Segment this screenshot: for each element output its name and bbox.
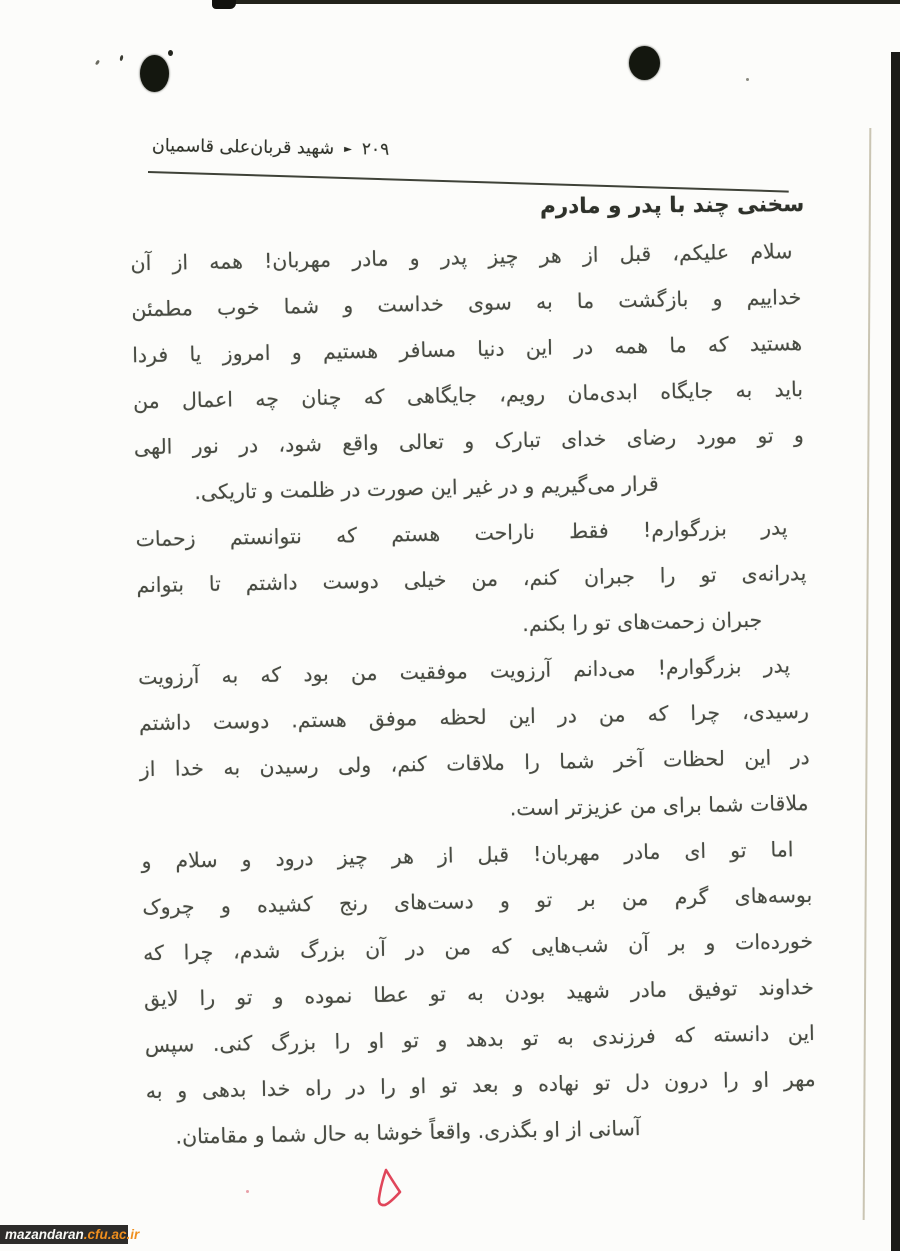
text-line: آسانی از او بگذری. واقعاً خوشا به حال شما و مقامتان. (175, 1116, 641, 1149)
page-crease-line (863, 128, 872, 1220)
scan-edge-right (891, 52, 900, 1251)
text-line: خداییم و بازگشت ما به سوی خداست و شما خوب مطمئن (131, 284, 802, 322)
red-pen-mark (372, 1166, 408, 1214)
text-line: پدرانه‌ی تو را جبران کنم، من خیلی دوست داشتم تا بتوانم (136, 560, 807, 598)
scan-edge-top-blob (212, 0, 236, 9)
ink-speck (246, 1190, 249, 1193)
text-line: اما تو ای مادر مهربان! قبل از هر چیز درود و سلام و (141, 837, 794, 874)
text-line: مهر او را درون دل تو نهاده و بعد تو او را در راه خدا بدهی و به (145, 1066, 816, 1104)
ink-speck (119, 55, 123, 62)
ink-speck (746, 78, 749, 81)
text-line: و تو مورد رضای خدای تبارک و تعالی واقع شود، در نور الهی (133, 422, 805, 460)
text-line: پدر بزرگوارم! فقط ناراحت هستم که نتوانستم زحمات (135, 515, 788, 552)
ink-speck (168, 50, 173, 56)
watermark (0, 1225, 140, 1244)
hole-punch-right (629, 46, 660, 80)
section-title: سخنی چند با پدر و مادرم (539, 192, 805, 220)
text-line: این دانسته که فرزندی به تو بدهد و تو او را بزرگ کنی. سپس (144, 1020, 815, 1058)
text-line: سلام علیکم، قبل از هر چیز پدر و مادر مهربان! همه از آن (130, 239, 793, 276)
text-line: ملاقات شما برای من عزیزتر است. (509, 790, 809, 821)
text-line: بوسه‌های گرم من بر تو و دست‌های رنج کشیده و چروک (142, 882, 813, 920)
watermark-domain: .cfu.ac.ir (83, 1227, 140, 1242)
hole-punch-left (140, 55, 169, 92)
page-number: ۲۰۹ (361, 139, 390, 160)
running-header (152, 136, 390, 160)
watermark-site: mazandaran (5, 1227, 84, 1242)
letter-body (130, 228, 817, 1160)
text-line: خورده‌ات و بر آن شب‌هایی که من در آن بزرگ شدم، چرا که (142, 928, 814, 966)
ink-speck (95, 60, 100, 66)
text-line: خداوند توفیق مادر شهید بودن به تو عطا نموده و تو را لایق (143, 974, 815, 1012)
header-rule (148, 171, 789, 193)
text-line: هستید که ما همه در این دنیا مسافر هستیم و امروز یا فردا (131, 330, 803, 368)
text-line: در این لحظات آخر شما را ملاقات کنم، ولی رسیدن به خدا از (139, 744, 810, 782)
martyr-name: شهید قربان‌علی قاسمیان (151, 136, 335, 159)
triangle-marker-icon: ► (344, 144, 352, 156)
text-line: قرار می‌گیریم و در غیر این صورت در ظلمت و تاریکی. (194, 471, 659, 505)
text-line: پدر بزرگوارم! می‌دانم آرزویت موفقیت من بود که به آرزویت (137, 653, 791, 690)
text-line: باید به جایگاه ابدی‌مان رویم، جایگاهی که چنان چه اعمال من (132, 376, 804, 414)
text-line: رسیدی، چرا که من در این لحظه موفق هستم. دوست داشتم (138, 698, 810, 736)
text-line: جبران زحمت‌های تو را بکنم. (522, 607, 763, 637)
scan-edge-top (212, 0, 900, 4)
